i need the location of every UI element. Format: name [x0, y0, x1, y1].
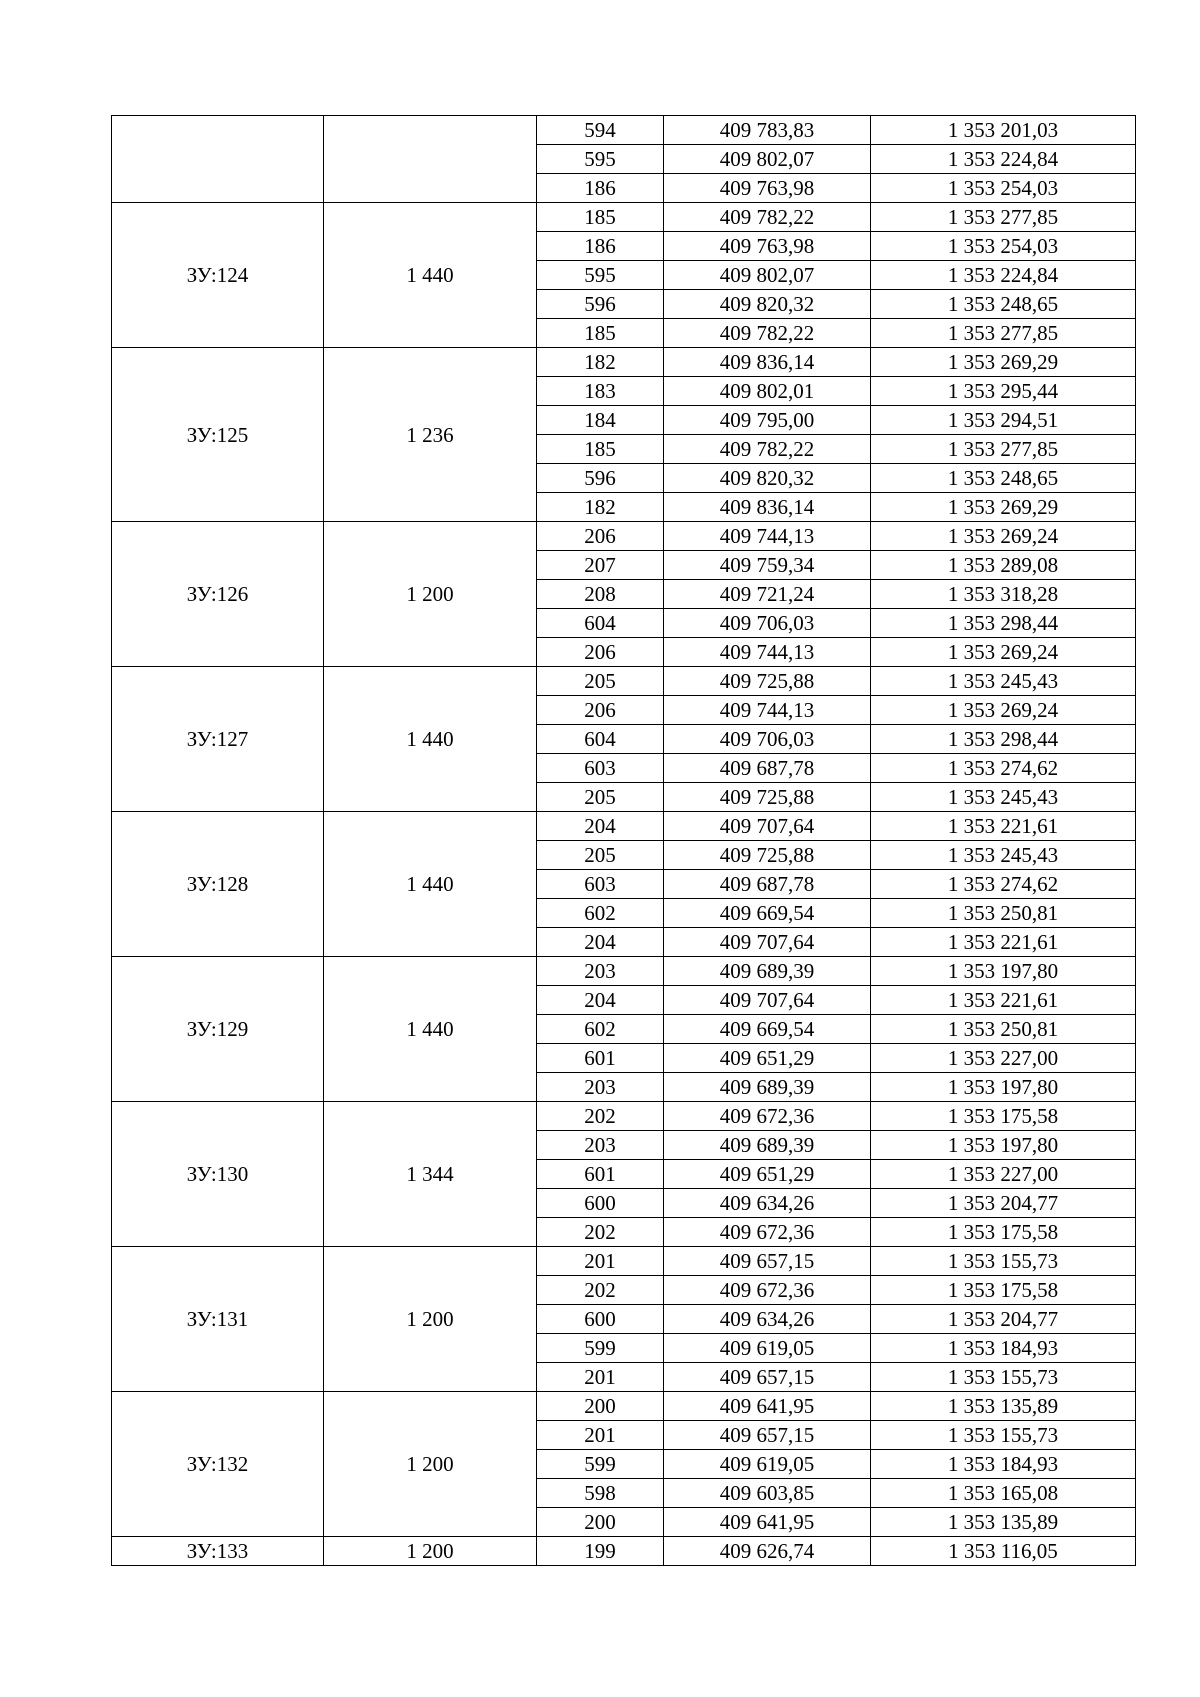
- point-number-cell: 600: [537, 1189, 664, 1218]
- point-number-cell: 204: [537, 812, 664, 841]
- y-coordinate-cell: 1 353 298,44: [871, 725, 1136, 754]
- plot-id-cell: [112, 116, 324, 203]
- x-coordinate-cell: 409 672,36: [664, 1102, 871, 1131]
- plot-id-cell: ЗУ:124: [112, 203, 324, 348]
- x-coordinate-cell: 409 634,26: [664, 1189, 871, 1218]
- y-coordinate-cell: 1 353 245,43: [871, 667, 1136, 696]
- y-coordinate-cell: 1 353 269,24: [871, 638, 1136, 667]
- point-number-cell: 202: [537, 1102, 664, 1131]
- point-number-cell: 182: [537, 493, 664, 522]
- point-number-cell: 202: [537, 1218, 664, 1247]
- y-coordinate-cell: 1 353 221,61: [871, 812, 1136, 841]
- plot-area-cell: 1 440: [324, 203, 537, 348]
- point-number-cell: 602: [537, 1015, 664, 1044]
- y-coordinate-cell: 1 353 135,89: [871, 1508, 1136, 1537]
- x-coordinate-cell: 409 836,14: [664, 493, 871, 522]
- y-coordinate-cell: 1 353 245,43: [871, 783, 1136, 812]
- y-coordinate-cell: 1 353 204,77: [871, 1305, 1136, 1334]
- plot-area-cell: 1 440: [324, 957, 537, 1102]
- y-coordinate-cell: 1 353 135,89: [871, 1392, 1136, 1421]
- x-coordinate-cell: 409 641,95: [664, 1392, 871, 1421]
- plot-area-cell: 1 236: [324, 348, 537, 522]
- plot-area-cell: 1 344: [324, 1102, 537, 1247]
- plot-id-cell: ЗУ:128: [112, 812, 324, 957]
- y-coordinate-cell: 1 353 250,81: [871, 899, 1136, 928]
- x-coordinate-cell: 409 744,13: [664, 638, 871, 667]
- point-number-cell: 203: [537, 1073, 664, 1102]
- x-coordinate-cell: 409 782,22: [664, 319, 871, 348]
- point-number-cell: 182: [537, 348, 664, 377]
- x-coordinate-cell: 409 707,64: [664, 812, 871, 841]
- x-coordinate-cell: 409 689,39: [664, 1131, 871, 1160]
- point-number-cell: 186: [537, 174, 664, 203]
- point-number-cell: 602: [537, 899, 664, 928]
- x-coordinate-cell: 409 721,24: [664, 580, 871, 609]
- y-coordinate-cell: 1 353 245,43: [871, 841, 1136, 870]
- y-coordinate-cell: 1 353 184,93: [871, 1334, 1136, 1363]
- y-coordinate-cell: 1 353 224,84: [871, 145, 1136, 174]
- y-coordinate-cell: 1 353 294,51: [871, 406, 1136, 435]
- x-coordinate-cell: 409 706,03: [664, 609, 871, 638]
- point-number-cell: 183: [537, 377, 664, 406]
- x-coordinate-cell: 409 836,14: [664, 348, 871, 377]
- x-coordinate-cell: 409 619,05: [664, 1450, 871, 1479]
- y-coordinate-cell: 1 353 221,61: [871, 928, 1136, 957]
- x-coordinate-cell: 409 782,22: [664, 435, 871, 464]
- x-coordinate-cell: 409 725,88: [664, 841, 871, 870]
- x-coordinate-cell: 409 744,13: [664, 522, 871, 551]
- y-coordinate-cell: 1 353 175,58: [871, 1102, 1136, 1131]
- x-coordinate-cell: 409 802,01: [664, 377, 871, 406]
- x-coordinate-cell: 409 634,26: [664, 1305, 871, 1334]
- x-coordinate-cell: 409 626,74: [664, 1537, 871, 1566]
- point-number-cell: 596: [537, 464, 664, 493]
- y-coordinate-cell: 1 353 227,00: [871, 1160, 1136, 1189]
- x-coordinate-cell: 409 672,36: [664, 1218, 871, 1247]
- point-number-cell: 206: [537, 522, 664, 551]
- table-row: [112, 1102, 1136, 1131]
- coordinates-table-body: [112, 116, 1136, 1566]
- y-coordinate-cell: 1 353 227,00: [871, 1044, 1136, 1073]
- x-coordinate-cell: 409 802,07: [664, 261, 871, 290]
- point-number-cell: 604: [537, 725, 664, 754]
- y-coordinate-cell: 1 353 248,65: [871, 464, 1136, 493]
- y-coordinate-cell: 1 353 221,61: [871, 986, 1136, 1015]
- plot-id-cell: ЗУ:127: [112, 667, 324, 812]
- table-row: [112, 522, 1136, 551]
- y-coordinate-cell: 1 353 248,65: [871, 290, 1136, 319]
- y-coordinate-cell: 1 353 155,73: [871, 1247, 1136, 1276]
- x-coordinate-cell: 409 783,83: [664, 116, 871, 145]
- point-number-cell: 598: [537, 1479, 664, 1508]
- x-coordinate-cell: 409 725,88: [664, 667, 871, 696]
- y-coordinate-cell: 1 353 274,62: [871, 754, 1136, 783]
- point-number-cell: 203: [537, 1131, 664, 1160]
- x-coordinate-cell: 409 619,05: [664, 1334, 871, 1363]
- plot-area-cell: 1 200: [324, 1537, 537, 1566]
- y-coordinate-cell: 1 353 197,80: [871, 1131, 1136, 1160]
- x-coordinate-cell: 409 657,15: [664, 1247, 871, 1276]
- table-row: [112, 667, 1136, 696]
- x-coordinate-cell: 409 669,54: [664, 1015, 871, 1044]
- plot-id-cell: ЗУ:129: [112, 957, 324, 1102]
- plot-area-cell: 1 440: [324, 812, 537, 957]
- y-coordinate-cell: 1 353 254,03: [871, 174, 1136, 203]
- x-coordinate-cell: 409 672,36: [664, 1276, 871, 1305]
- x-coordinate-cell: 409 707,64: [664, 986, 871, 1015]
- point-number-cell: 206: [537, 638, 664, 667]
- point-number-cell: 204: [537, 928, 664, 957]
- plot-area-cell: 1 440: [324, 667, 537, 812]
- x-coordinate-cell: 409 782,22: [664, 203, 871, 232]
- y-coordinate-cell: 1 353 318,28: [871, 580, 1136, 609]
- table-row: [112, 1392, 1136, 1421]
- x-coordinate-cell: 409 603,85: [664, 1479, 871, 1508]
- plot-id-cell: ЗУ:126: [112, 522, 324, 667]
- point-number-cell: 199: [537, 1537, 664, 1566]
- y-coordinate-cell: 1 353 277,85: [871, 319, 1136, 348]
- x-coordinate-cell: 409 651,29: [664, 1160, 871, 1189]
- point-number-cell: 599: [537, 1334, 664, 1363]
- x-coordinate-cell: 409 820,32: [664, 464, 871, 493]
- point-number-cell: 206: [537, 696, 664, 725]
- x-coordinate-cell: 409 744,13: [664, 696, 871, 725]
- y-coordinate-cell: 1 353 204,77: [871, 1189, 1136, 1218]
- point-number-cell: 601: [537, 1160, 664, 1189]
- plot-id-cell: ЗУ:125: [112, 348, 324, 522]
- point-number-cell: 184: [537, 406, 664, 435]
- x-coordinate-cell: 409 651,29: [664, 1044, 871, 1073]
- coordinates-table: [111, 115, 1136, 1566]
- table-row: [112, 1537, 1136, 1566]
- y-coordinate-cell: 1 353 224,84: [871, 261, 1136, 290]
- point-number-cell: 594: [537, 116, 664, 145]
- y-coordinate-cell: 1 353 184,93: [871, 1450, 1136, 1479]
- point-number-cell: 595: [537, 145, 664, 174]
- x-coordinate-cell: 409 725,88: [664, 783, 871, 812]
- y-coordinate-cell: 1 353 277,85: [871, 435, 1136, 464]
- table-row: [112, 348, 1136, 377]
- y-coordinate-cell: 1 353 197,80: [871, 957, 1136, 986]
- y-coordinate-cell: 1 353 201,03: [871, 116, 1136, 145]
- x-coordinate-cell: 409 657,15: [664, 1363, 871, 1392]
- table-row: [112, 957, 1136, 986]
- plot-id-cell: ЗУ:130: [112, 1102, 324, 1247]
- y-coordinate-cell: 1 353 254,03: [871, 232, 1136, 261]
- point-number-cell: 596: [537, 290, 664, 319]
- point-number-cell: 201: [537, 1247, 664, 1276]
- y-coordinate-cell: 1 353 269,29: [871, 348, 1136, 377]
- y-coordinate-cell: 1 353 269,24: [871, 696, 1136, 725]
- table-row: [112, 203, 1136, 232]
- y-coordinate-cell: 1 353 295,44: [871, 377, 1136, 406]
- point-number-cell: 205: [537, 841, 664, 870]
- plot-id-cell: ЗУ:131: [112, 1247, 324, 1392]
- x-coordinate-cell: 409 763,98: [664, 232, 871, 261]
- point-number-cell: 201: [537, 1363, 664, 1392]
- point-number-cell: 185: [537, 203, 664, 232]
- x-coordinate-cell: 409 657,15: [664, 1421, 871, 1450]
- plot-id-cell: ЗУ:133: [112, 1537, 324, 1566]
- point-number-cell: 604: [537, 609, 664, 638]
- y-coordinate-cell: 1 353 250,81: [871, 1015, 1136, 1044]
- point-number-cell: 601: [537, 1044, 664, 1073]
- y-coordinate-cell: 1 353 175,58: [871, 1276, 1136, 1305]
- point-number-cell: 201: [537, 1421, 664, 1450]
- point-number-cell: 204: [537, 986, 664, 1015]
- y-coordinate-cell: 1 353 155,73: [871, 1363, 1136, 1392]
- point-number-cell: 185: [537, 435, 664, 464]
- x-coordinate-cell: 409 641,95: [664, 1508, 871, 1537]
- y-coordinate-cell: 1 353 269,29: [871, 493, 1136, 522]
- y-coordinate-cell: 1 353 269,24: [871, 522, 1136, 551]
- x-coordinate-cell: 409 669,54: [664, 899, 871, 928]
- x-coordinate-cell: 409 707,64: [664, 928, 871, 957]
- x-coordinate-cell: 409 763,98: [664, 174, 871, 203]
- table-row: [112, 1247, 1136, 1276]
- y-coordinate-cell: 1 353 155,73: [871, 1421, 1136, 1450]
- x-coordinate-cell: 409 687,78: [664, 870, 871, 899]
- plot-area-cell: [324, 116, 537, 203]
- point-number-cell: 200: [537, 1508, 664, 1537]
- x-coordinate-cell: 409 689,39: [664, 957, 871, 986]
- point-number-cell: 200: [537, 1392, 664, 1421]
- y-coordinate-cell: 1 353 165,08: [871, 1479, 1136, 1508]
- y-coordinate-cell: 1 353 298,44: [871, 609, 1136, 638]
- point-number-cell: 202: [537, 1276, 664, 1305]
- point-number-cell: 185: [537, 319, 664, 348]
- plot-area-cell: 1 200: [324, 1392, 537, 1537]
- plot-area-cell: 1 200: [324, 1247, 537, 1392]
- point-number-cell: 600: [537, 1305, 664, 1334]
- point-number-cell: 599: [537, 1450, 664, 1479]
- table-row: [112, 812, 1136, 841]
- y-coordinate-cell: 1 353 116,05: [871, 1537, 1136, 1566]
- y-coordinate-cell: 1 353 175,58: [871, 1218, 1136, 1247]
- table-row: [112, 116, 1136, 145]
- point-number-cell: 603: [537, 870, 664, 899]
- x-coordinate-cell: 409 795,00: [664, 406, 871, 435]
- x-coordinate-cell: 409 687,78: [664, 754, 871, 783]
- x-coordinate-cell: 409 820,32: [664, 290, 871, 319]
- y-coordinate-cell: 1 353 274,62: [871, 870, 1136, 899]
- y-coordinate-cell: 1 353 289,08: [871, 551, 1136, 580]
- point-number-cell: 205: [537, 783, 664, 812]
- point-number-cell: 186: [537, 232, 664, 261]
- plot-id-cell: ЗУ:132: [112, 1392, 324, 1537]
- point-number-cell: 205: [537, 667, 664, 696]
- y-coordinate-cell: 1 353 277,85: [871, 203, 1136, 232]
- point-number-cell: 203: [537, 957, 664, 986]
- y-coordinate-cell: 1 353 197,80: [871, 1073, 1136, 1102]
- point-number-cell: 595: [537, 261, 664, 290]
- point-number-cell: 208: [537, 580, 664, 609]
- plot-area-cell: 1 200: [324, 522, 537, 667]
- x-coordinate-cell: 409 759,34: [664, 551, 871, 580]
- x-coordinate-cell: 409 706,03: [664, 725, 871, 754]
- point-number-cell: 603: [537, 754, 664, 783]
- point-number-cell: 207: [537, 551, 664, 580]
- x-coordinate-cell: 409 689,39: [664, 1073, 871, 1102]
- x-coordinate-cell: 409 802,07: [664, 145, 871, 174]
